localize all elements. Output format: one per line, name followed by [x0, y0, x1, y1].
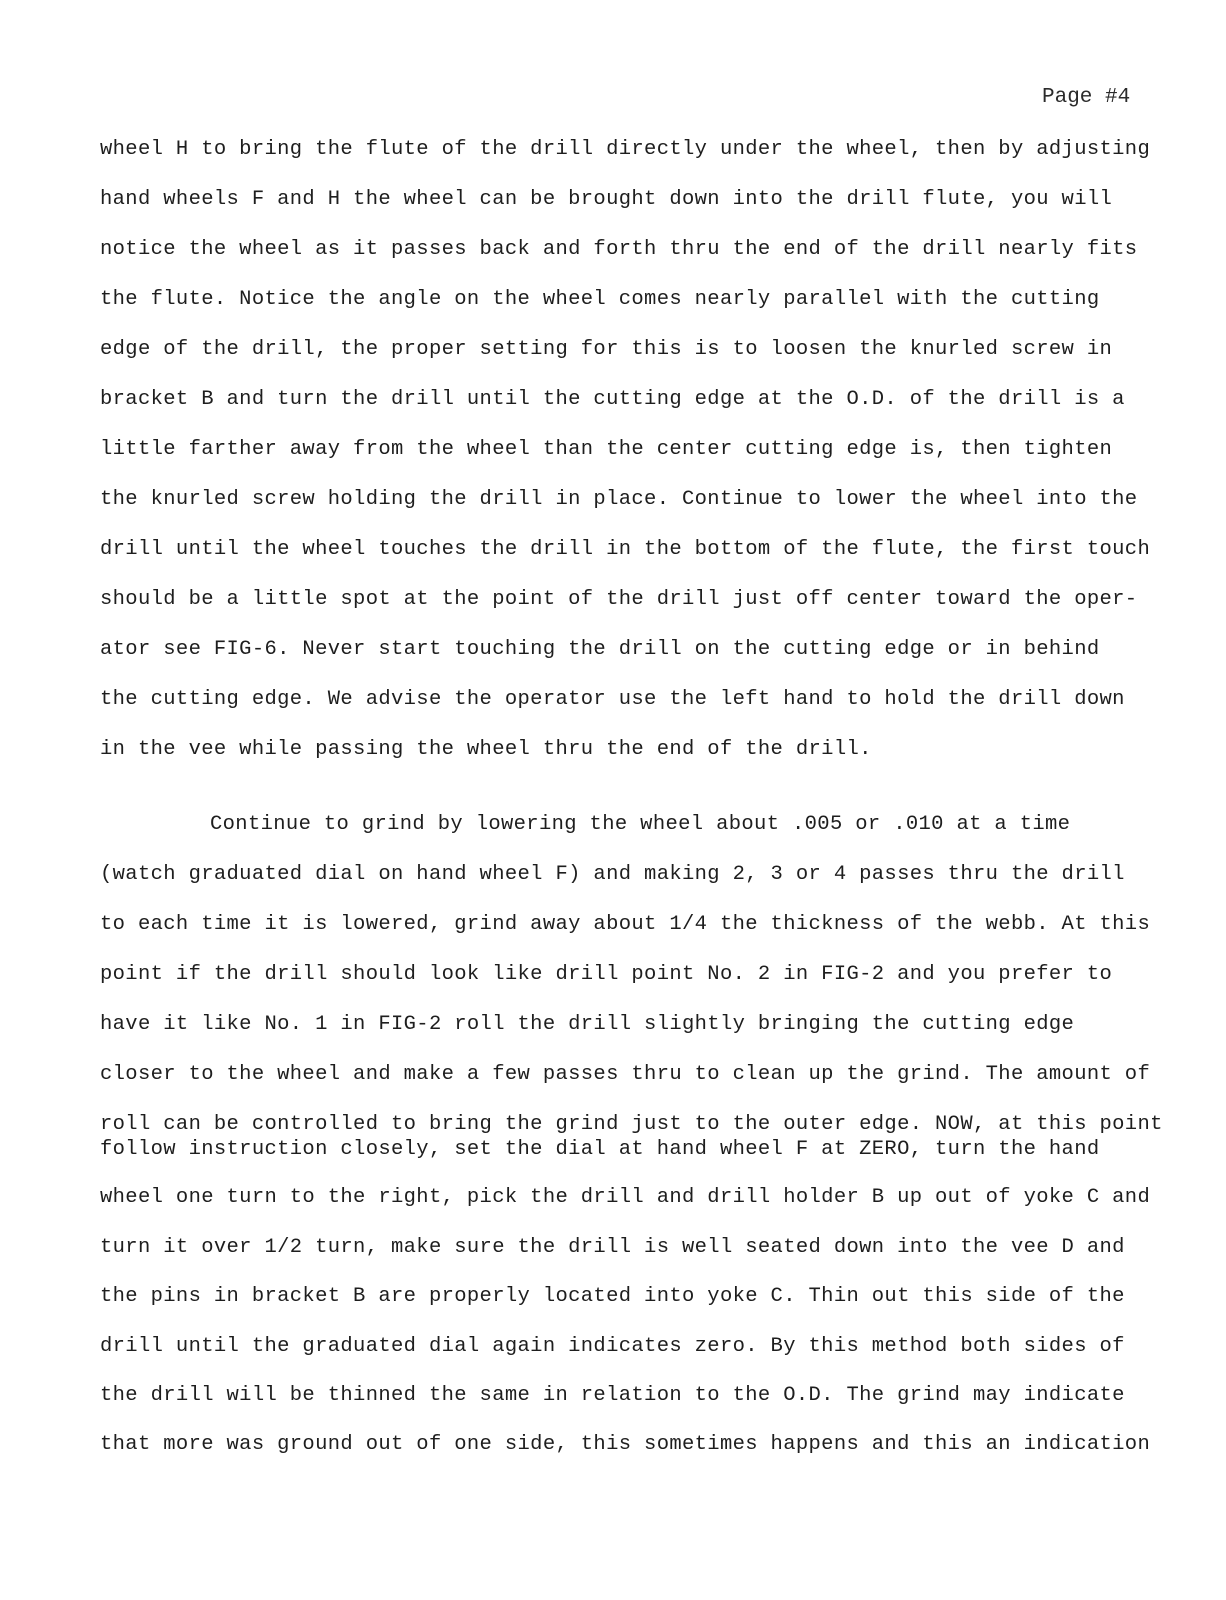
paragraph-2-line: follow instruction closely, set the dial at hand wheel F at ZERO, turn the hand [100, 1138, 1100, 1161]
paragraph-2-line: turn it over 1/2 turn, make sure the drill is well seated down into the vee D and [100, 1236, 1125, 1259]
page-number: Page #4 [1042, 86, 1131, 109]
paragraph-1-line: edge of the drill, the proper setting for this is to loosen the knurled screw in [100, 338, 1113, 361]
paragraph-2-line: the drill will be thinned the same in relation to the O.D. The grind may indicate [100, 1384, 1125, 1407]
paragraph-2-line: drill until the graduated dial again indicates zero. By this method both sides of [100, 1335, 1125, 1358]
paragraph-1-line: wheel H to bring the flute of the drill directly under the wheel, then by adjusting [100, 138, 1151, 161]
paragraph-2-line: to each time it is lowered, grind away about 1/4 the thickness of the webb. At this [100, 913, 1151, 936]
paragraph-2-line: that more was ground out of one side, this sometimes happens and this an indication [100, 1433, 1151, 1456]
paragraph-2-line: closer to the wheel and make a few passes thru to clean up the grind. The amount of [100, 1063, 1151, 1086]
paragraph-2-line: roll can be controlled to bring the grind just to the outer edge. NOW, at this point [100, 1113, 1163, 1136]
paragraph-1-line: the flute. Notice the angle on the wheel comes nearly parallel with the cutting [100, 288, 1100, 311]
paragraph-1-line: the knurled screw holding the drill in place. Continue to lower the wheel into the [100, 488, 1138, 511]
paragraph-1-line: bracket B and turn the drill until the cutting edge at the O.D. of the drill is a [100, 388, 1125, 411]
paragraph-1-line: little farther away from the wheel than the center cutting edge is, then tighten [100, 438, 1113, 461]
paragraph-1-line: the cutting edge. We advise the operator use the left hand to hold the drill down [100, 688, 1125, 711]
paragraph-2-line: wheel one turn to the right, pick the drill and drill holder B up out of yoke C and [100, 1186, 1151, 1209]
paragraph-1-line: ator see FIG-6. Never start touching the drill on the cutting edge or in behind [100, 638, 1100, 661]
paragraph-2-line: point if the drill should look like drill point No. 2 in FIG-2 and you prefer to [100, 963, 1113, 986]
paragraph-1-line: should be a little spot at the point of the drill just off center toward the oper- [100, 588, 1138, 611]
paragraph-2-line: have it like No. 1 in FIG-2 roll the drill slightly bringing the cutting edge [100, 1013, 1075, 1036]
paragraph-1-line: in the vee while passing the wheel thru the end of the drill. [100, 738, 872, 761]
paragraph-2-line: the pins in bracket B are properly located into yoke C. Thin out this side of the [100, 1285, 1125, 1308]
paragraph-2-line: (watch graduated dial on hand wheel F) and making 2, 3 or 4 passes thru the drill [100, 863, 1125, 886]
paragraph-1-line: hand wheels F and H the wheel can be brought down into the drill flute, you will [100, 188, 1113, 211]
paragraph-2-line: Continue to grind by lowering the wheel about .005 or .010 at a time [210, 813, 1071, 836]
paragraph-1-line: notice the wheel as it passes back and forth thru the end of the drill nearly fits [100, 238, 1138, 261]
paragraph-1-line: drill until the wheel touches the drill in the bottom of the flute, the first touch [100, 538, 1151, 561]
